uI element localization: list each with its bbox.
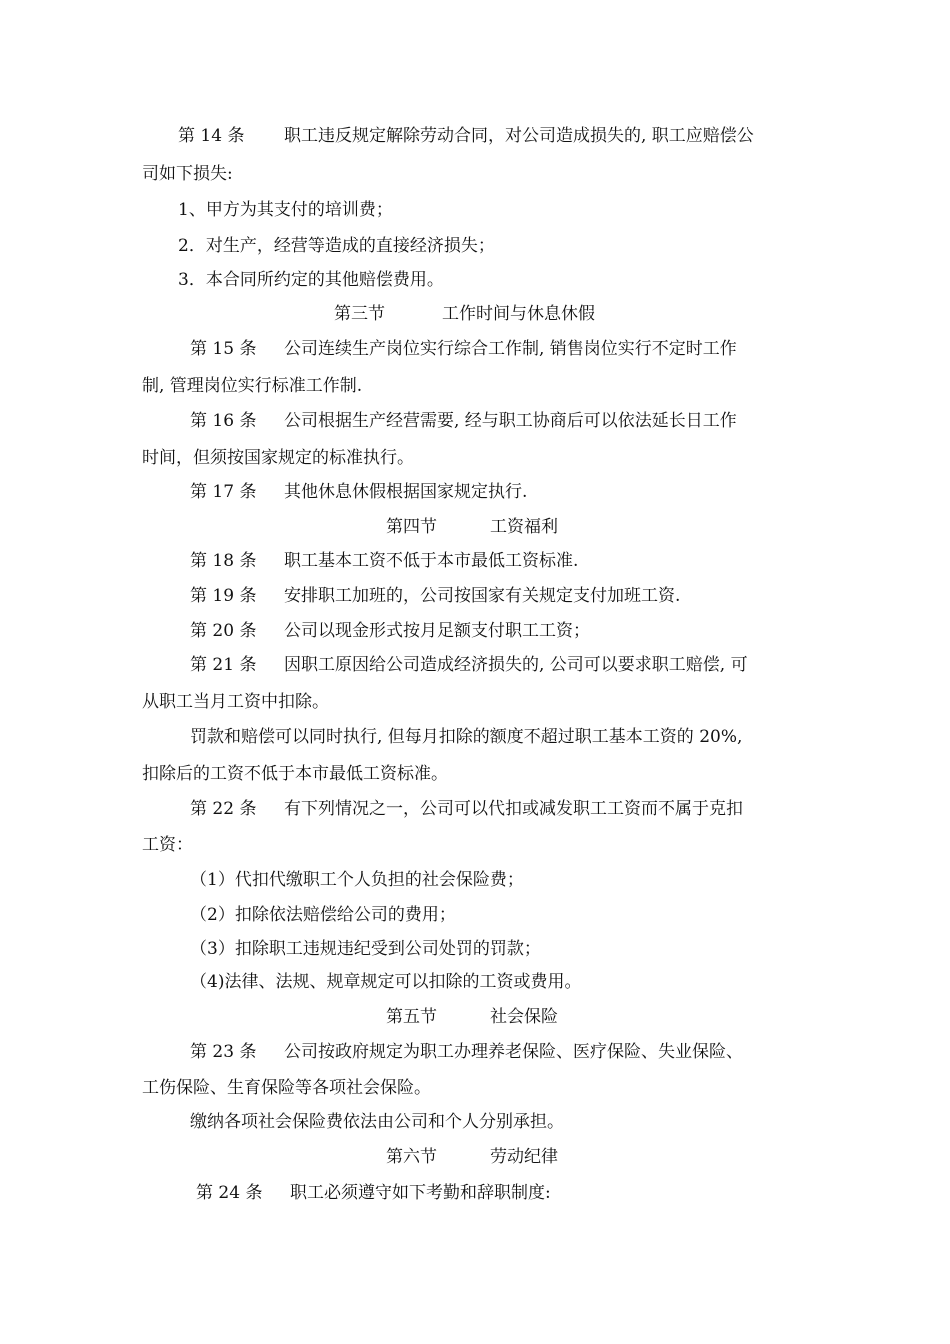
- insurance-paragraph: 缴纳各项社会保险费依法由公司和个人分别承担。: [190, 1112, 564, 1132]
- article-label: 第 23 条: [190, 1042, 257, 1062]
- list-item: （1）代扣代缴职工个人负担的社会保险费；: [190, 870, 524, 890]
- article-text: 职工必须遵守如下考勤和辞职制度:: [290, 1183, 551, 1203]
- article-label: 第 18 条: [190, 551, 257, 571]
- section-title: 劳动纪律: [490, 1147, 558, 1167]
- article-text: 公司按政府规定为职工办理养老保险、医疗保险、失业保险、: [284, 1042, 743, 1062]
- article-label: 第 21 条: [190, 655, 257, 675]
- article-text: 安排职工加班的，公司按国家有关规定支付加班工资.: [284, 586, 681, 606]
- list-item: 3．本合同所约定的其他赔偿费用。: [178, 270, 444, 290]
- article-22-line-2: 工资：: [142, 835, 193, 855]
- article-21-line-2: 从职工当月工资中扣除。: [142, 692, 329, 712]
- article-19: [190, 584, 680, 608]
- section-title: 社会保险: [490, 1007, 558, 1027]
- section-number: 第四节: [386, 517, 437, 537]
- article-label: 第 14 条: [178, 126, 245, 146]
- article-label: 第 20 条: [190, 621, 257, 641]
- section-number: 第三节: [334, 304, 385, 324]
- section-heading-4: [386, 515, 558, 539]
- article-text: 公司连续生产岗位实行综合工作制, 销售岗位实行不定时工作: [284, 339, 737, 359]
- list-item: （2）扣除依法赔偿给公司的费用；: [190, 905, 456, 925]
- article-text: 公司根据生产经营需要, 经与职工协商后可以依法延长日工作: [284, 411, 737, 431]
- article-22-line-1: [190, 797, 743, 821]
- list-item: 1、甲方为其支付的培训费；: [178, 200, 393, 220]
- article-21-line-1: [190, 653, 748, 677]
- article-20: [190, 619, 590, 643]
- article-18: [190, 549, 578, 573]
- article-label: 第 16 条: [190, 411, 257, 431]
- article-15-line-2: 制, 管理岗位实行标准工作制.: [142, 376, 363, 396]
- section-number: 第六节: [386, 1147, 437, 1167]
- section-heading-3: [334, 302, 595, 326]
- article-text: 其他休息休假根据国家规定执行.: [284, 482, 528, 502]
- article-15-line-1: [190, 337, 737, 361]
- article-text: 公司以现金形式按月足额支付职工工资；: [284, 621, 590, 641]
- article-14-line-1: [178, 124, 754, 148]
- penalty-paragraph-line-1: 罚款和赔偿可以同时执行, 但每月扣除的额度不超过职工基本工资的 20%,: [190, 727, 743, 747]
- article-23-line-1: [190, 1040, 743, 1064]
- article-16-line-2: 时间，但须按国家规定的标准执行。: [142, 448, 414, 468]
- list-item: （3）扣除职工违规违纪受到公司处罚的罚款；: [190, 939, 541, 959]
- section-heading-6: [386, 1145, 558, 1169]
- article-label: 第 24 条: [196, 1183, 263, 1203]
- penalty-paragraph-line-2: 扣除后的工资不低于本市最低工资标准。: [142, 764, 448, 784]
- section-title: 工作时间与休息休假: [442, 304, 595, 324]
- list-item: 2．对生产，经营等造成的直接经济损失；: [178, 236, 495, 256]
- section-title: 工资福利: [490, 517, 558, 537]
- section-heading-5: [386, 1005, 558, 1029]
- article-label: 第 15 条: [190, 339, 257, 359]
- section-number: 第五节: [386, 1007, 437, 1027]
- article-24: [196, 1181, 551, 1205]
- article-label: 第 19 条: [190, 586, 257, 606]
- article-14-line-2: 司如下损失:: [142, 164, 233, 184]
- list-item: （4)法律、法规、规章规定可以扣除的工资或费用。: [190, 972, 582, 992]
- article-23-line-2: 工伤保险、生育保险等各项社会保险。: [142, 1078, 431, 1098]
- article-text: 职工违反规定解除劳动合同，对公司造成损失的, 职工应赔偿公: [284, 126, 754, 146]
- article-text: 职工基本工资不低于本市最低工资标准.: [284, 551, 579, 571]
- article-17: [190, 480, 527, 504]
- article-label: 第 17 条: [190, 482, 257, 502]
- article-text: 因职工原因给公司造成经济损失的, 公司可以要求职工赔偿, 可: [284, 655, 748, 675]
- article-16-line-1: [190, 409, 737, 433]
- article-label: 第 22 条: [190, 799, 257, 819]
- article-text: 有下列情况之一，公司可以代扣或减发职工工资而不属于克扣: [284, 799, 743, 819]
